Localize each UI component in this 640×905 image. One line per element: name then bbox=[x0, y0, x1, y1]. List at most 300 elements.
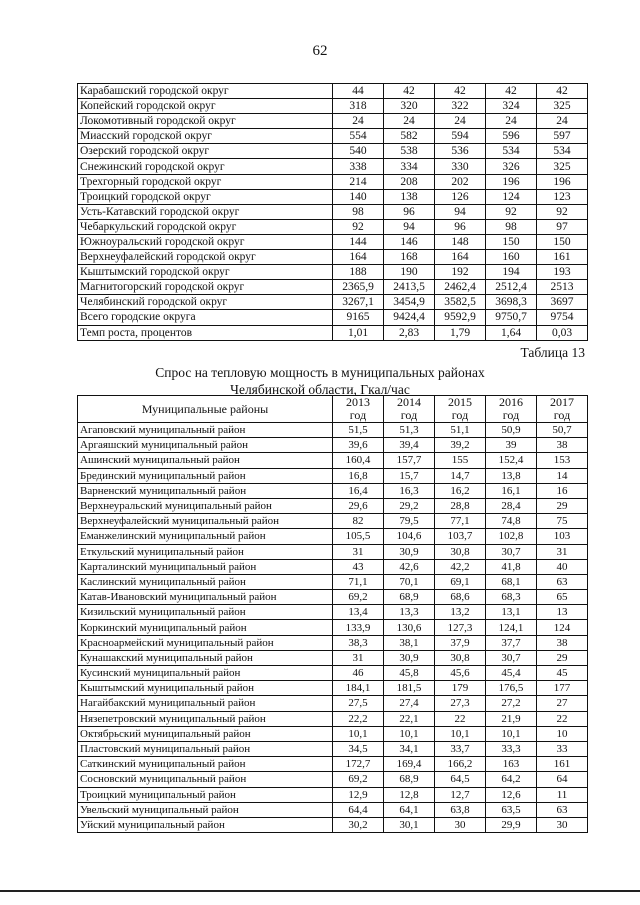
value-cell: 1,79 bbox=[435, 325, 486, 340]
value-cell: 13,8 bbox=[486, 468, 537, 483]
value-cell: 39,6 bbox=[333, 438, 384, 453]
row-label: Трехгорный городской округ bbox=[78, 174, 333, 189]
value-cell: 33 bbox=[537, 741, 588, 756]
value-cell: 68,3 bbox=[486, 590, 537, 605]
value-cell: 538 bbox=[384, 144, 435, 159]
value-cell: 582 bbox=[384, 129, 435, 144]
table-header-row bbox=[78, 396, 588, 423]
value-cell: 324 bbox=[486, 99, 537, 114]
value-cell: 50,7 bbox=[537, 423, 588, 438]
value-cell: 42,2 bbox=[435, 559, 486, 574]
row-label: Саткинский муниципальный район bbox=[78, 757, 333, 772]
row-label: Всего городские округа bbox=[78, 310, 333, 325]
value-cell: 10,1 bbox=[435, 726, 486, 741]
value-cell: 21,9 bbox=[486, 711, 537, 726]
value-cell: 16,2 bbox=[435, 483, 486, 498]
value-cell: 179 bbox=[435, 681, 486, 696]
row-label: Верхнеуфалейский городской округ bbox=[78, 250, 333, 265]
value-cell: 94 bbox=[435, 204, 486, 219]
value-cell: 168 bbox=[384, 250, 435, 265]
value-cell: 27,4 bbox=[384, 696, 435, 711]
row-label: Агаповский муниципальный район bbox=[78, 423, 333, 438]
row-label: Снежинский городской округ bbox=[78, 159, 333, 174]
value-cell: 50,9 bbox=[486, 423, 537, 438]
table-title bbox=[0, 364, 640, 398]
value-cell: 124,1 bbox=[486, 620, 537, 635]
value-cell: 22 bbox=[537, 711, 588, 726]
value-cell: 30,7 bbox=[486, 544, 537, 559]
value-cell: 3267,1 bbox=[333, 295, 384, 310]
value-cell: 320 bbox=[384, 99, 435, 114]
value-cell: 30 bbox=[537, 817, 588, 832]
table-row bbox=[78, 514, 588, 529]
value-cell: 27,2 bbox=[486, 696, 537, 711]
value-cell: 45,4 bbox=[486, 666, 537, 681]
value-cell: 40 bbox=[537, 559, 588, 574]
row-label: Сосновский муниципальный район bbox=[78, 772, 333, 787]
value-cell: 37,7 bbox=[486, 635, 537, 650]
table-row bbox=[78, 468, 588, 483]
value-cell: 27,3 bbox=[435, 696, 486, 711]
value-cell: 71,1 bbox=[333, 574, 384, 589]
value-cell: 194 bbox=[486, 265, 537, 280]
row-label: Миасский городской округ bbox=[78, 129, 333, 144]
value-cell: 10,1 bbox=[384, 726, 435, 741]
row-label: Ашинский муниципальный район bbox=[78, 453, 333, 468]
value-cell: 77,1 bbox=[435, 514, 486, 529]
table-row bbox=[78, 310, 588, 325]
row-label: Уйский муниципальный район bbox=[78, 817, 333, 832]
value-cell: 9754 bbox=[537, 310, 588, 325]
row-label: Октябрьский муниципальный район bbox=[78, 726, 333, 741]
value-cell: 51,3 bbox=[384, 423, 435, 438]
value-cell: 31 bbox=[333, 544, 384, 559]
value-cell: 38,3 bbox=[333, 635, 384, 650]
value-cell: 24 bbox=[435, 114, 486, 129]
table-row bbox=[78, 787, 588, 802]
row-label: Магнитогорский городской округ bbox=[78, 280, 333, 295]
table-row bbox=[78, 84, 588, 99]
value-cell: 13,1 bbox=[486, 605, 537, 620]
value-cell: 30,1 bbox=[384, 817, 435, 832]
value-cell: 176,5 bbox=[486, 681, 537, 696]
value-cell: 1,64 bbox=[486, 325, 537, 340]
value-cell: 152,4 bbox=[486, 453, 537, 468]
value-cell: 42 bbox=[384, 84, 435, 99]
value-cell: 42 bbox=[486, 84, 537, 99]
value-cell: 75 bbox=[537, 514, 588, 529]
value-cell: 63 bbox=[537, 574, 588, 589]
table-label: Таблица 13 bbox=[520, 345, 585, 360]
value-cell: 39,2 bbox=[435, 438, 486, 453]
value-cell: 0,03 bbox=[537, 325, 588, 340]
value-cell: 79,5 bbox=[384, 514, 435, 529]
row-label: Кунашакский муниципальный район bbox=[78, 650, 333, 665]
table-row bbox=[78, 295, 588, 310]
value-cell: 2365,9 bbox=[333, 280, 384, 295]
row-label: Кизильский муниципальный район bbox=[78, 605, 333, 620]
value-cell: 22,1 bbox=[384, 711, 435, 726]
value-cell: 24 bbox=[384, 114, 435, 129]
table-row bbox=[78, 574, 588, 589]
value-cell: 12,6 bbox=[486, 787, 537, 802]
value-cell: 202 bbox=[435, 174, 486, 189]
value-cell: 24 bbox=[333, 114, 384, 129]
value-cell: 29,2 bbox=[384, 498, 435, 513]
table-row bbox=[78, 234, 588, 249]
value-cell: 92 bbox=[537, 204, 588, 219]
table-row bbox=[78, 590, 588, 605]
value-cell: 12,7 bbox=[435, 787, 486, 802]
value-cell: 69,2 bbox=[333, 772, 384, 787]
value-cell: 68,9 bbox=[384, 772, 435, 787]
value-cell: 44 bbox=[333, 84, 384, 99]
table-row bbox=[78, 711, 588, 726]
table-row bbox=[78, 544, 588, 559]
value-cell: 22 bbox=[435, 711, 486, 726]
value-cell: 140 bbox=[333, 189, 384, 204]
value-cell: 69,1 bbox=[435, 574, 486, 589]
table-row bbox=[78, 174, 588, 189]
header-districts: Муниципальные районы bbox=[78, 396, 333, 423]
value-cell: 10,1 bbox=[486, 726, 537, 741]
value-cell: 34,5 bbox=[333, 741, 384, 756]
table-title-line-2: Челябинской области, Гкал/час bbox=[230, 382, 410, 397]
urban-districts-table bbox=[77, 83, 588, 341]
value-cell: 64,1 bbox=[384, 802, 435, 817]
row-label: Кусинский муниципальный район bbox=[78, 666, 333, 681]
value-cell: 74,8 bbox=[486, 514, 537, 529]
value-cell: 596 bbox=[486, 129, 537, 144]
value-cell: 166,2 bbox=[435, 757, 486, 772]
value-cell: 30,9 bbox=[384, 650, 435, 665]
value-cell: 177 bbox=[537, 681, 588, 696]
row-label: Варненский муниципальный район bbox=[78, 483, 333, 498]
row-label: Коркинский муниципальный район bbox=[78, 620, 333, 635]
row-label: Карабашский городской округ bbox=[78, 84, 333, 99]
value-cell: 12,9 bbox=[333, 787, 384, 802]
value-cell: 97 bbox=[537, 219, 588, 234]
row-label: Челябинский городской округ bbox=[78, 295, 333, 310]
value-cell: 536 bbox=[435, 144, 486, 159]
value-cell: 27,5 bbox=[333, 696, 384, 711]
value-cell: 16,8 bbox=[333, 468, 384, 483]
value-cell: 45,6 bbox=[435, 666, 486, 681]
row-label: Верхнеуральский муниципальный район bbox=[78, 498, 333, 513]
value-cell: 27 bbox=[537, 696, 588, 711]
value-cell: 14 bbox=[537, 468, 588, 483]
value-cell: 42 bbox=[537, 84, 588, 99]
value-cell: 164 bbox=[435, 250, 486, 265]
value-cell: 124 bbox=[537, 620, 588, 635]
value-cell: 155 bbox=[435, 453, 486, 468]
value-cell: 42,6 bbox=[384, 559, 435, 574]
value-cell: 322 bbox=[435, 99, 486, 114]
header-year: 2016 год bbox=[486, 396, 537, 423]
value-cell: 46 bbox=[333, 666, 384, 681]
table-row bbox=[78, 757, 588, 772]
value-cell: 38,1 bbox=[384, 635, 435, 650]
value-cell: 92 bbox=[333, 219, 384, 234]
value-cell: 33,7 bbox=[435, 741, 486, 756]
value-cell: 64,5 bbox=[435, 772, 486, 787]
value-cell: 153 bbox=[537, 453, 588, 468]
table-row bbox=[78, 204, 588, 219]
value-cell: 64,4 bbox=[333, 802, 384, 817]
value-cell: 13,3 bbox=[384, 605, 435, 620]
value-cell: 10 bbox=[537, 726, 588, 741]
row-label: Локомотивный городской округ bbox=[78, 114, 333, 129]
value-cell: 39,4 bbox=[384, 438, 435, 453]
value-cell: 330 bbox=[435, 159, 486, 174]
value-cell: 172,7 bbox=[333, 757, 384, 772]
value-cell: 126 bbox=[435, 189, 486, 204]
value-cell: 161 bbox=[537, 250, 588, 265]
value-cell: 42 bbox=[435, 84, 486, 99]
row-label: Троицкий муниципальный район bbox=[78, 787, 333, 802]
value-cell: 124 bbox=[486, 189, 537, 204]
value-cell: 98 bbox=[333, 204, 384, 219]
header-year: 2017 год bbox=[537, 396, 588, 423]
value-cell: 325 bbox=[537, 99, 588, 114]
table-row bbox=[78, 498, 588, 513]
value-cell: 63 bbox=[537, 802, 588, 817]
table-row bbox=[78, 219, 588, 234]
value-cell: 164 bbox=[333, 250, 384, 265]
row-label: Красноармейский муниципальный район bbox=[78, 635, 333, 650]
value-cell: 68,1 bbox=[486, 574, 537, 589]
value-cell: 24 bbox=[537, 114, 588, 129]
value-cell: 12,8 bbox=[384, 787, 435, 802]
header-year: 2015 год bbox=[435, 396, 486, 423]
value-cell: 41,8 bbox=[486, 559, 537, 574]
value-cell: 16,3 bbox=[384, 483, 435, 498]
value-cell: 98 bbox=[486, 219, 537, 234]
value-cell: 540 bbox=[333, 144, 384, 159]
value-cell: 29 bbox=[537, 650, 588, 665]
row-label: Озерский городской округ bbox=[78, 144, 333, 159]
value-cell: 94 bbox=[384, 219, 435, 234]
value-cell: 51,1 bbox=[435, 423, 486, 438]
value-cell: 82 bbox=[333, 514, 384, 529]
row-label: Аргаяшский муниципальный район bbox=[78, 438, 333, 453]
table-row bbox=[78, 772, 588, 787]
value-cell: 3698,3 bbox=[486, 295, 537, 310]
value-cell: 102,8 bbox=[486, 529, 537, 544]
row-label: Еткульский муниципальный район bbox=[78, 544, 333, 559]
value-cell: 13,2 bbox=[435, 605, 486, 620]
value-cell: 105,5 bbox=[333, 529, 384, 544]
value-cell: 318 bbox=[333, 99, 384, 114]
value-cell: 133,9 bbox=[333, 620, 384, 635]
value-cell: 45,8 bbox=[384, 666, 435, 681]
value-cell: 11 bbox=[537, 787, 588, 802]
value-cell: 157,7 bbox=[384, 453, 435, 468]
page-bottom-rule bbox=[0, 890, 640, 892]
value-cell: 30,8 bbox=[435, 650, 486, 665]
value-cell: 169,4 bbox=[384, 757, 435, 772]
value-cell: 104,6 bbox=[384, 529, 435, 544]
value-cell: 160,4 bbox=[333, 453, 384, 468]
table-row bbox=[78, 265, 588, 280]
value-cell: 68,9 bbox=[384, 590, 435, 605]
value-cell: 148 bbox=[435, 234, 486, 249]
value-cell: 70,1 bbox=[384, 574, 435, 589]
table-row bbox=[78, 453, 588, 468]
value-cell: 130,6 bbox=[384, 620, 435, 635]
value-cell: 2512,4 bbox=[486, 280, 537, 295]
value-cell: 192 bbox=[435, 265, 486, 280]
row-label: Карталинский муниципальный район bbox=[78, 559, 333, 574]
table-row bbox=[78, 483, 588, 498]
value-cell: 64 bbox=[537, 772, 588, 787]
value-cell: 2462,4 bbox=[435, 280, 486, 295]
value-cell: 214 bbox=[333, 174, 384, 189]
value-cell: 28,8 bbox=[435, 498, 486, 513]
value-cell: 3454,9 bbox=[384, 295, 435, 310]
value-cell: 34,1 bbox=[384, 741, 435, 756]
value-cell: 63,5 bbox=[486, 802, 537, 817]
municipal-districts-table bbox=[77, 395, 588, 833]
value-cell: 597 bbox=[537, 129, 588, 144]
row-label: Кыштымский городской округ bbox=[78, 265, 333, 280]
value-cell: 30,2 bbox=[333, 817, 384, 832]
value-cell: 123 bbox=[537, 189, 588, 204]
value-cell: 138 bbox=[384, 189, 435, 204]
value-cell: 64,2 bbox=[486, 772, 537, 787]
value-cell: 30,9 bbox=[384, 544, 435, 559]
value-cell: 534 bbox=[537, 144, 588, 159]
value-cell: 326 bbox=[486, 159, 537, 174]
table-title-line-1: Спрос на тепловую мощность в муниципальных районах bbox=[155, 365, 485, 380]
value-cell: 16,4 bbox=[333, 483, 384, 498]
table-row bbox=[78, 438, 588, 453]
row-label: Кыштымский муниципальный район bbox=[78, 681, 333, 696]
value-cell: 2513 bbox=[537, 280, 588, 295]
row-label: Копейский городской округ bbox=[78, 99, 333, 114]
value-cell: 9165 bbox=[333, 310, 384, 325]
row-label: Чебаркульский городской округ bbox=[78, 219, 333, 234]
table-row bbox=[78, 280, 588, 295]
value-cell: 39 bbox=[486, 438, 537, 453]
value-cell: 29,6 bbox=[333, 498, 384, 513]
table-row bbox=[78, 250, 588, 265]
value-cell: 38 bbox=[537, 635, 588, 650]
table-row bbox=[78, 114, 588, 129]
value-cell: 1,01 bbox=[333, 325, 384, 340]
value-cell: 30,8 bbox=[435, 544, 486, 559]
row-label: Нагайбакский муниципальный район bbox=[78, 696, 333, 711]
row-label: Пластовский муниципальный район bbox=[78, 741, 333, 756]
value-cell: 161 bbox=[537, 757, 588, 772]
value-cell: 127,3 bbox=[435, 620, 486, 635]
row-label: Еманжелинский муниципальный район bbox=[78, 529, 333, 544]
value-cell: 37,9 bbox=[435, 635, 486, 650]
row-label: Нязепетровский муниципальный район bbox=[78, 711, 333, 726]
table-row bbox=[78, 99, 588, 114]
table-row bbox=[78, 189, 588, 204]
row-label: Троицкий городской округ bbox=[78, 189, 333, 204]
table-row bbox=[78, 666, 588, 681]
table-row bbox=[78, 129, 588, 144]
value-cell: 534 bbox=[486, 144, 537, 159]
table-row bbox=[78, 605, 588, 620]
value-cell: 3582,5 bbox=[435, 295, 486, 310]
value-cell: 150 bbox=[537, 234, 588, 249]
value-cell: 196 bbox=[486, 174, 537, 189]
value-cell: 188 bbox=[333, 265, 384, 280]
value-cell: 146 bbox=[384, 234, 435, 249]
value-cell: 184,1 bbox=[333, 681, 384, 696]
table-row bbox=[78, 696, 588, 711]
table-row bbox=[78, 726, 588, 741]
value-cell: 31 bbox=[537, 544, 588, 559]
value-cell: 24 bbox=[486, 114, 537, 129]
value-cell: 193 bbox=[537, 265, 588, 280]
value-cell: 68,6 bbox=[435, 590, 486, 605]
value-cell: 163 bbox=[486, 757, 537, 772]
value-cell: 9592,9 bbox=[435, 310, 486, 325]
value-cell: 13,4 bbox=[333, 605, 384, 620]
value-cell: 31 bbox=[333, 650, 384, 665]
value-cell: 29,9 bbox=[486, 817, 537, 832]
row-label: Увельский муниципальный район bbox=[78, 802, 333, 817]
value-cell: 14,7 bbox=[435, 468, 486, 483]
value-cell: 65 bbox=[537, 590, 588, 605]
value-cell: 190 bbox=[384, 265, 435, 280]
table-row bbox=[78, 423, 588, 438]
value-cell: 2413,5 bbox=[384, 280, 435, 295]
value-cell: 2,83 bbox=[384, 325, 435, 340]
value-cell: 13 bbox=[537, 605, 588, 620]
value-cell: 30 bbox=[435, 817, 486, 832]
value-cell: 144 bbox=[333, 234, 384, 249]
header-year: 2013 год bbox=[333, 396, 384, 423]
value-cell: 33,3 bbox=[486, 741, 537, 756]
value-cell: 51,5 bbox=[333, 423, 384, 438]
value-cell: 594 bbox=[435, 129, 486, 144]
table-row bbox=[78, 159, 588, 174]
table-row bbox=[78, 802, 588, 817]
value-cell: 96 bbox=[435, 219, 486, 234]
row-label: Каслинский муниципальный район bbox=[78, 574, 333, 589]
value-cell: 10,1 bbox=[333, 726, 384, 741]
page-number: 62 bbox=[312, 43, 328, 59]
value-cell: 22,2 bbox=[333, 711, 384, 726]
value-cell: 150 bbox=[486, 234, 537, 249]
table-row bbox=[78, 529, 588, 544]
value-cell: 9424,4 bbox=[384, 310, 435, 325]
row-label: Усть-Катавский городской округ bbox=[78, 204, 333, 219]
value-cell: 92 bbox=[486, 204, 537, 219]
value-cell: 334 bbox=[384, 159, 435, 174]
table-row bbox=[78, 325, 588, 340]
value-cell: 103,7 bbox=[435, 529, 486, 544]
table-row bbox=[78, 817, 588, 832]
row-label: Верхнеуфалейский муниципальный район bbox=[78, 514, 333, 529]
row-label: Южноуральский городской округ bbox=[78, 234, 333, 249]
table-row bbox=[78, 741, 588, 756]
value-cell: 15,7 bbox=[384, 468, 435, 483]
value-cell: 181,5 bbox=[384, 681, 435, 696]
table-row bbox=[78, 650, 588, 665]
value-cell: 16,1 bbox=[486, 483, 537, 498]
header-year: 2014 год bbox=[384, 396, 435, 423]
value-cell: 16 bbox=[537, 483, 588, 498]
value-cell: 63,8 bbox=[435, 802, 486, 817]
value-cell: 9750,7 bbox=[486, 310, 537, 325]
value-cell: 28,4 bbox=[486, 498, 537, 513]
